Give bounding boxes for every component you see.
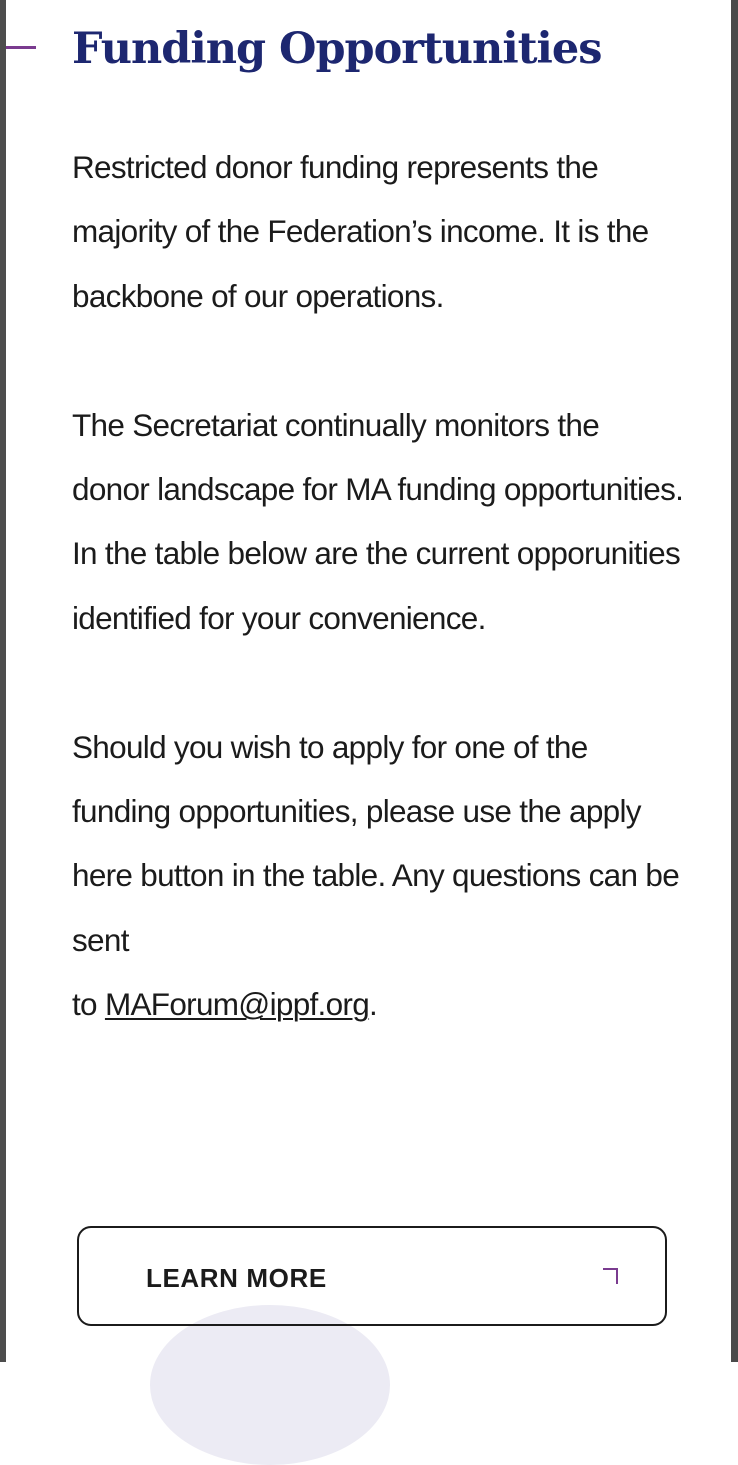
right-edge-border: [731, 0, 738, 1362]
email-link[interactable]: MAForum@ippf.org: [104, 986, 370, 1023]
section-title: Funding Opportunities: [72, 24, 602, 74]
left-edge-border: [0, 0, 6, 1362]
contact-text: Should you wish to apply for one of the funding opportunities, please use the apply here button in the table. Any questions can be sent: [72, 728, 680, 958]
learn-more-label: LEARN MORE: [146, 1263, 327, 1293]
learn-more-button[interactable]: [77, 1226, 667, 1326]
section-content: [72, 135, 684, 1037]
corner-arrow-icon: [603, 1268, 618, 1284]
paragraph-monitoring: The Secretariat continually monitors the donor landscape for MA funding opportunities. In the table below are the current opporunities identified for your convenience.: [72, 406, 684, 636]
contact-to-word: to: [72, 986, 105, 1023]
paragraph-contact: [72, 715, 684, 1037]
background-shape: [150, 1305, 390, 1465]
contact-period: .: [369, 986, 378, 1023]
accent-dash: [6, 46, 36, 49]
paragraph-intro: Restricted donor funding represents the majority of the Federation’s income. It is the backbone of our operations.: [72, 149, 649, 314]
